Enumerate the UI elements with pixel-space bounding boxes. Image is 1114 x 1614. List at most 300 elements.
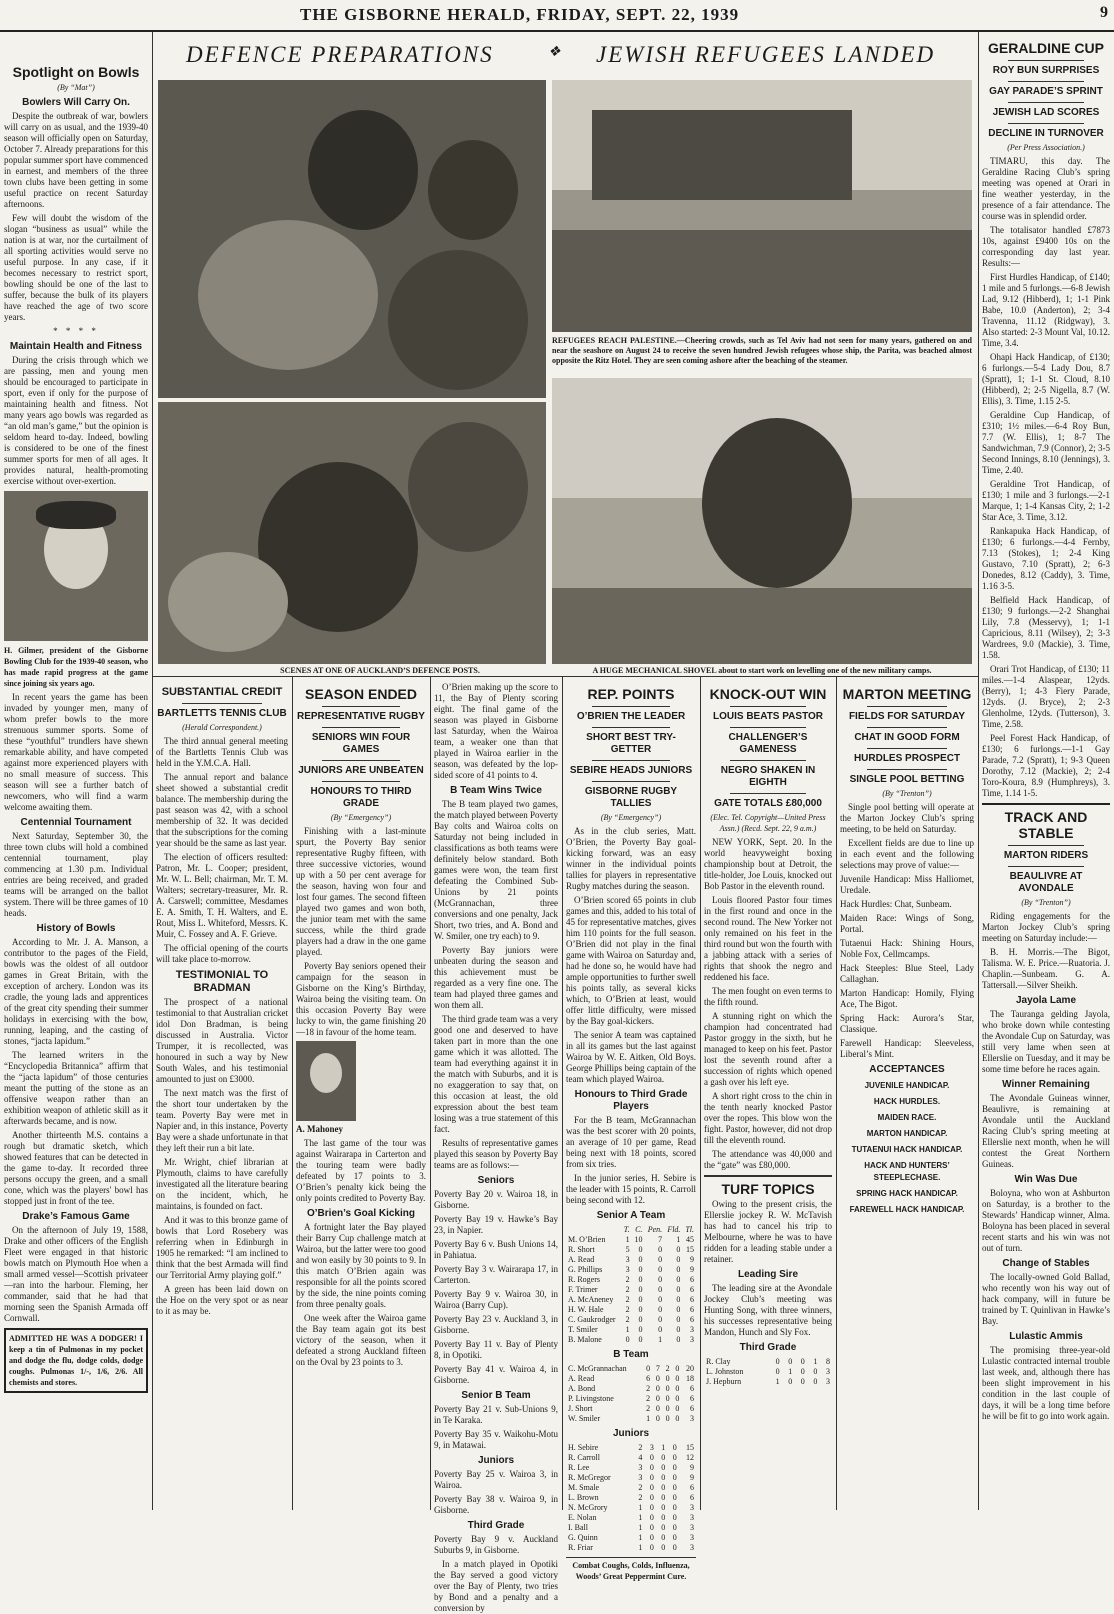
geraldine-paragraph: Orari Trot Handicap, of £130; 11 miles.—1-4 Alaspear, 12yds. (Berry), 1; 4-3 Fiery Parade, 12yds. (J. Bryce), 2; 2-3 Glenholme, 12yds. (Tutterson), 3. Time, 2.58. [982, 664, 1110, 729]
table-cell: T. Smiler [568, 1325, 598, 1334]
table-cell: 0 [788, 1357, 793, 1366]
rugby-paragraph: Poverty Bay juniors were unbeaten during the season and this achievement must be regarded as a very fine one. The team had played three games and won them all. [434, 945, 558, 1010]
table-cell: 0 [638, 1245, 643, 1254]
table-cell: 1 [638, 1513, 643, 1522]
column-rule [430, 676, 431, 1510]
table-cell: R. McGregor [568, 1473, 611, 1482]
table-cell: R. Friar [568, 1543, 593, 1552]
table-cell: 0 [658, 1315, 663, 1324]
bowls-paragraph: The learned writers in the “Encyclopedia Britannica” affirm that the “jacta lapidum” of those centuries meant the putting of the stone as an offensive weapon rather than an exhibition weapon of athletic skill as it afterwards became, and is now. [4, 1050, 148, 1126]
column-rule [978, 32, 979, 1510]
table-cell: 3 [690, 1513, 694, 1522]
table-cell: 0 [672, 1523, 677, 1532]
table-cell: 3 [638, 1463, 643, 1472]
geraldine-subheading: DECLINE IN TURNOVER [988, 128, 1104, 139]
table-cell: C. Gaukrodger [568, 1315, 616, 1324]
rugby-subheading: SENIORS WIN FOUR GAMES [311, 732, 411, 755]
points-paragraph: O’Brien scored 65 points in club games and this, added to his total of 45 for representative matches, gives him 110 points for the full season. O’Brien did not play in the final game with Wairoa on Saturday and, had he done so, he would have had ample opportunities to further swell his points tally, as several kicks which, to O’Brien at least, would offer little difficulty, were missed by the Bay goal-kickers. [566, 895, 696, 1026]
table-cell: 0 [649, 1463, 654, 1472]
table-cell: 0 [672, 1443, 677, 1452]
table-cell: 0 [658, 1285, 663, 1294]
table-cell: 0 [665, 1404, 670, 1413]
table-header-cell: Fld. [667, 1225, 681, 1234]
table-cell: 0 [672, 1543, 677, 1552]
boxing-heading: KNOCK-OUT WIN [709, 686, 827, 702]
bradman-paragraph: The prospect of a national testimonial to that Australian cricket idol Don Bradman, is being discussed in Australia. Victor Trumper, it is recollected, was honoured in such a way by New South Wales, and his testimonial amounted to just on £3000. [156, 997, 288, 1084]
bowls-paragraph: Few will doubt the wisdom of the slogan “business as usual” while the nation is at war, nor the curtailment of all sporting activities would serve no useful purpose. In any case, if it becomes necessary to restrict sport, bowling should be one of the last to suffer, because the bulk of its players have reached the age of two score years. [4, 213, 148, 322]
table-row [566, 1523, 696, 1533]
result-line: Poverty Bay 35 v. Waikohu-Motu 9, in Matawai. [434, 1429, 558, 1450]
bradman-paragraph: The next match was the first of the short tour undertaken by the team. Poverty Bay were met in Napier and, in this instance, Poverty Bay were a shade unfortunate in that they left their run a bit late. [156, 1088, 288, 1153]
table-row [566, 1265, 696, 1275]
results-heading: Senior B Team [461, 1390, 531, 1401]
selection-line: Hack Hurdles: Chat, Sunbeam. [840, 899, 952, 909]
table-cell: 6 [690, 1275, 694, 1284]
table-cell: H. W. Hale [568, 1305, 604, 1314]
results-heading: Juniors [477, 1455, 515, 1466]
track-subheading: Winner Remaining [1002, 1079, 1090, 1090]
table-cell: 2 [646, 1404, 651, 1413]
tennis-paragraph: The official opening of the courts will take place to-morrow. [156, 943, 288, 964]
table-cell: 0 [775, 1357, 780, 1366]
table-cell: F. Trimer [568, 1285, 598, 1294]
table-cell: N. McGrory [568, 1503, 608, 1512]
column-rule [292, 676, 293, 1510]
table-cell: 9 [690, 1265, 694, 1274]
table-cell: A. Read [568, 1374, 595, 1383]
table-row [566, 1315, 696, 1325]
rugby-subheading: REPRESENTATIVE RUGBY [297, 711, 425, 722]
bowls-column [4, 60, 148, 1506]
tennis-paragraph: The election of officers resulted: Patron, Mr. L. Cooper; president, Mr. W. L. Bell; chairman, Mr. T. M. Walters; secretary-treasurer, Mr. R. A. Carswell; committee, Mesdames E. A. Smith, T. H. Walters, and E. Rout, Miss L. Whiteford, Messrs. K. Muir, C. Fossey and A. F. Grieve. [156, 852, 288, 939]
bradman-heading: TESTIMONIAL TO BRADMAN [175, 969, 269, 994]
table-cell: C. McGrannachan [568, 1364, 627, 1373]
table-cell: 6 [690, 1295, 694, 1304]
points-byline: (By “Emergency”) [600, 813, 662, 822]
boxing-column [704, 682, 832, 1506]
table-cell: 0 [672, 1513, 677, 1522]
table-cell: 2 [638, 1493, 643, 1502]
bowls-subheading: Centennial Tournament [20, 817, 132, 828]
table-cell: 0 [675, 1364, 680, 1373]
table-cell: 6 [690, 1285, 694, 1294]
result-line: Poverty Bay 6 v. Bush Unions 14, in Pahiatua. [434, 1239, 558, 1260]
rugby-subheading: JUNIORS ARE UNBEATEN [298, 765, 424, 776]
table-cell: 0 [661, 1493, 666, 1502]
table-row [566, 1463, 696, 1473]
third-grade-results [434, 1534, 558, 1556]
table-cell: 0 [638, 1265, 643, 1274]
table-cell: 1 [625, 1235, 630, 1244]
table-cell: 0 [800, 1377, 805, 1386]
table-cell: 2 [638, 1483, 643, 1492]
refugees-photo [552, 80, 972, 332]
table-cell: 0 [638, 1255, 643, 1264]
table-cell: 0 [675, 1374, 680, 1383]
table-cell: 6 [690, 1305, 694, 1314]
points-paragraph: For the B team, McGrannachan was the best scorer with 20 points, an average of 10 per game, Read being next with 18 points, scored from six tries. [566, 1115, 696, 1169]
rugby-column [296, 682, 426, 1506]
table-row [566, 1394, 696, 1404]
turf-heading: TURF TOPICS [721, 1181, 815, 1197]
rugby-subheading: HONOURS TO THIRD GRADE [310, 786, 412, 809]
gilmer-caption: H. Gilmer, president of the Gisborne Bowling Club for the 1939-40 season, who has made rapid progress at the game since joining six years ago. [4, 646, 148, 688]
table-cell: M. Smale [568, 1483, 600, 1492]
tennis-subheading: BARTLETTS TENNIS CLUB [157, 708, 287, 719]
seniors-results [434, 1189, 558, 1386]
geraldine-column [982, 36, 1110, 1506]
table-cell: 3 [690, 1533, 694, 1542]
bteam-results [434, 1404, 558, 1451]
column-rule [562, 676, 563, 1510]
table-cell: R. Clay [706, 1357, 731, 1366]
race-heading: FAREWELL HACK HANDICAP. [849, 1205, 965, 1214]
bowls-byline: (By “Mat”) [57, 83, 95, 92]
table-cell: 12 [686, 1453, 694, 1462]
geraldine-heading: GERALDINE CUP [988, 40, 1104, 56]
geraldine-paragraph: Geraldine Trot Handicap, of £130; 1 mile and 3 furlongs.—2-1 Marque, 1; 1-4 Kansas City, 2; 1-2 Star Ace, 3. Time, 3.12. [982, 479, 1110, 522]
table-row [566, 1503, 696, 1513]
table-cell: J. Hepburn [706, 1377, 742, 1386]
rugby-paragraph: The B team played two games, the match played between Poverty Bay colts and Wairoa colts on Saturday not being included in classifications as both teams were definitely below standard. Both games were won, the team first defeating the Combined Sub-Unions by 21 points (McGrannachan, three conversions and one penalty, Jack Short, two tries, and A. Bond and W. Smiler, one try each) to 9. [434, 799, 558, 941]
table-cell: 0 [665, 1374, 670, 1383]
table-cell: 3 [690, 1325, 694, 1334]
result-line: Poverty Bay 41 v. Wairoa 4, in Gisborne. [434, 1364, 558, 1385]
table-cell: 1 [638, 1503, 643, 1512]
table-cell: 1 [813, 1357, 818, 1366]
track-paragraph: Boloyna, who won at Ashburton on Saturday, is a brother to the Stewards’ Handicap winner, Alma. Boloyna has been placed in several recent starts and his win was not out of turn. [982, 1188, 1110, 1253]
rugby-results-column [434, 682, 558, 1613]
tennis-column [156, 682, 288, 1506]
bradman-paragraph: And it was to this bronze game of bowls that Lord Rosebery was referring when in Edinburgh in 1905 he remarked: “I am inclined to think that the best Armada will find our Territorial Army playing golf.” [156, 1215, 288, 1280]
acceptances-list [840, 1080, 974, 1216]
table-cell: 8 [826, 1357, 830, 1366]
mahoney-caption: A. Mahoney [296, 1124, 343, 1134]
race-heading: MAIDEN RACE. [877, 1113, 937, 1122]
table-cell: 0 [672, 1463, 677, 1472]
table-cell: P. Livingstone [568, 1394, 614, 1403]
boxing-byline: (Elec. Tel. Copyright—United Press Assn.) (Recd. Sept. 22, 9 a.m.) [710, 813, 826, 833]
table-row [566, 1513, 696, 1523]
rep-points-column [566, 682, 696, 1581]
table-cell: 3 [690, 1335, 694, 1344]
masthead [0, 0, 1114, 32]
table-cell: 0 [675, 1414, 680, 1423]
table-cell: 0 [658, 1245, 663, 1254]
table-row [566, 1483, 696, 1493]
table-cell: 2 [625, 1305, 630, 1314]
table-cell: 0 [658, 1305, 663, 1314]
table-row [566, 1493, 696, 1503]
bowls-paragraph: Next Saturday, September 30, the three town clubs will hold a combined centennial tournament, play commencing at 1.30 p.m. Individual entries are being received, and graded teams will be arranged on the ballot system. There will be three games of 10 heads. [4, 831, 148, 918]
table-row [566, 1443, 696, 1453]
table-cell: 0 [649, 1473, 654, 1482]
table-row [566, 1404, 696, 1414]
page-number: 9 [1100, 4, 1108, 21]
rugby-byline: (By “Emergency”) [330, 813, 392, 822]
marton-paragraph: Excellent fields are due to line up in each event and the following selections may prove of value:— [840, 838, 974, 870]
race-heading: MARTON HANDICAP. [866, 1129, 948, 1138]
rugby-paragraph: The last game of the tour was against Wairarapa in Carterton and the touring team were badly defeated by 17 points to 3. O’Brien’s penalty kick being the only points credited to Poverty Bay. [296, 1138, 426, 1203]
table-cell: 0 [675, 1384, 680, 1393]
table-cell: 0 [672, 1473, 677, 1482]
table-cell: 1 [625, 1325, 630, 1334]
banner-defence: DEFENCE PREPARATIONS [186, 42, 494, 67]
geraldine-subheading: JEWISH LAD SCORES [992, 107, 1100, 118]
rugby-paragraph: Results of representative games played this season by Poverty Bay teams are as follows:— [434, 1138, 558, 1170]
table-cell: 18 [686, 1374, 694, 1383]
table-cell: 0 [665, 1414, 670, 1423]
boxing-paragraph: NEW YORK, Sept. 20. In the world heavyweight boxing championship bout at Detroit, the title-holder, Joe Louis, knocked out Bob Pastor in the eleventh round. [704, 837, 832, 891]
track-subheading: BEAULIVRE AT AVONDALE [1009, 871, 1083, 894]
table-cell: 2 [638, 1443, 643, 1452]
track-subheading: Change of Stables [1002, 1258, 1090, 1269]
boxing-paragraph: Louis floored Pastor four times in the first round and once in the second round. The New Yorker not only remained on his feet in the third round but won the fourth with a jabbing attack with a series of rights that shook the negro and reddened his face. [704, 895, 832, 982]
table-cell: 0 [665, 1384, 670, 1393]
newspaper-title: THE GISBORNE HERALD, FRIDAY, SEPT. 22, 1939 [300, 5, 740, 24]
track-paragraph: B. H. Morris.—The Bigot, Talisma. W. E. Price.—Ruatoria. J. Chaplin.—Sunbeam. G. A. Tattersall.—Silver Sheikh. [982, 947, 1110, 990]
table-cell: 0 [676, 1265, 681, 1274]
table-cell: 6 [690, 1483, 694, 1492]
table-cell: 0 [655, 1414, 660, 1423]
points-subheading: SEBIRE HEADS JUNIORS [569, 765, 693, 776]
table-cell: R. Carroll [568, 1453, 600, 1462]
bowls-paragraph: According to Mr. J. A. Manson, a contributor to the pages of the Field, bowls was the oldest of all outdoor games in Great Britain, with the exception of archery. London was its cradle, the young lads and apprentices of the great city spending their summer holidays in exercising with the bow, running, leaping, and the casting of stones, “jacta lapidum.” [4, 937, 148, 1046]
table-cell: 1 [646, 1414, 651, 1423]
acceptances-heading: ACCEPTANCES [869, 1064, 945, 1075]
race-heading: HACK HURDLES. [873, 1097, 941, 1106]
table-cell: 7 [655, 1364, 660, 1373]
points-subheading: Honours to Third Grade Players [574, 1089, 688, 1112]
table-cell: 9 [690, 1473, 694, 1482]
third-grade-points-table [704, 1357, 832, 1387]
shovel-caption: A HUGE MECHANICAL SHOVEL about to start work on levelling one of the new military camps. [592, 666, 932, 675]
table-cell: R. Rogers [568, 1275, 600, 1284]
geraldine-subheading: ROY BUN SURPRISES [992, 65, 1100, 76]
turf-paragraph: The leading sire at the Avondale Jockey Club’s meeting was Hunting Song, with three winners, his successes representative being Mandon, Hunch and Sly Fox. [704, 1283, 832, 1337]
track-paragraph: The Avondale Guineas winner, Beaulivre, is remaining at Avondale until the Auckland Racing Club’s spring meeting at Ellerslie next month, when he will contest the Great Northern Guineas. [982, 1093, 1110, 1169]
table-cell: 0 [649, 1543, 654, 1552]
gilmer-portrait [4, 491, 148, 641]
result-line: Poverty Bay 9 v. Auckland Suburbs 9, in Gisborne. [434, 1534, 558, 1555]
rugby-heading: SEASON ENDED [304, 686, 418, 702]
table-row [566, 1364, 696, 1374]
track-subheading: MARTON RIDERS [1003, 850, 1089, 861]
table-cell: 4 [638, 1453, 643, 1462]
table-cell: 0 [661, 1513, 666, 1522]
column-rule [152, 32, 153, 1510]
table-cell: 1 [788, 1367, 793, 1376]
table-cell: 5 [625, 1245, 630, 1254]
selection-line: Spring Hack: Aurora’s Star, Classique. [840, 1013, 974, 1034]
banner-refugees: JEWISH REFUGEES LANDED [596, 42, 936, 67]
track-subheading: Win Was Due [1014, 1174, 1078, 1185]
table-cell: 0 [638, 1285, 643, 1294]
table-cell: G. Quinn [568, 1533, 598, 1542]
senior-a-points-table [566, 1225, 696, 1345]
selection-line: Marton Handicap: Homily, Flying Ace, The Bigot. [840, 988, 974, 1009]
table-cell: 9 [690, 1463, 694, 1472]
marton-column [840, 682, 974, 1506]
rugby-paragraph: Finishing with a last-minute spurt, the Poverty Bay senior representative Rugby fifteen, with three successive victories, wound up with a 50 per cent average for the season, having won four and lost four games. The second fifteen played two games and won both, the junior team met with the same success, while the third grade players had a draw in the one game played. [296, 826, 426, 957]
table-row [566, 1533, 696, 1543]
table-cell: 2 [625, 1315, 630, 1324]
table-cell: G. Phillips [568, 1265, 603, 1274]
marton-subheading: SINGLE POOL BETTING [849, 774, 965, 785]
table-cell: 0 [638, 1305, 643, 1314]
table-cell: 0 [676, 1325, 681, 1334]
table-cell: 0 [672, 1493, 677, 1502]
juniors-results [434, 1469, 558, 1516]
geraldine-paragraph: Ohapi Hack Handicap, of £130; 6 furlongs.—5-4 Lady Dou, 8.7 (Spratt), 1; 1-1 St. Cloud, 8.10 (Hibberd), 2; 2-5 Nigella, 8.7 (W. Ellis), 3. Time, 1.15 2-5. [982, 352, 1110, 406]
table-cell: 1 [638, 1533, 643, 1542]
table-cell: 0 [658, 1255, 663, 1264]
table-row [566, 1473, 696, 1483]
table-cell: 0 [649, 1453, 654, 1462]
track-paragraph: Riding engagements for the Marton Jockey Club’s spring meeting on Saturday include:— [982, 911, 1110, 943]
tennis-paragraph: The annual report and balance sheet showed a substantial credit balance. The membership during the past season was 42, with a school membership of 32. It was decided that the subscriptions for the coming year should be the same as last year. [156, 772, 288, 848]
table-cell: 0 [775, 1367, 780, 1376]
results-heading: Seniors [477, 1175, 515, 1186]
table-cell: 3 [638, 1473, 643, 1482]
table-cell: 9 [690, 1255, 694, 1264]
marton-subheading: FIELDS FOR SATURDAY [848, 711, 966, 722]
table-row [566, 1414, 696, 1424]
table-cell: B. Malone [568, 1335, 602, 1344]
table-cell: A. McAneney [568, 1295, 614, 1304]
table-cell: 0 [658, 1275, 663, 1284]
table-cell: A. Bond [568, 1384, 596, 1393]
rugby-paragraph: In a match played in Opotiki the Bay served a good victory over the Bay of Plenty, two tries by Bond and a penalty and a conversion by [434, 1559, 558, 1613]
table-cell: 0 [638, 1325, 643, 1334]
table-header-cell: Pen. [647, 1225, 663, 1234]
race-heading: SPRING HACK HANDICAP. [856, 1189, 958, 1198]
geraldine-paragraph: The totalisator handled £7873 10s, against £9400 10s on the corresponding day last year. Results:— [982, 225, 1110, 268]
table-cell: 0 [672, 1453, 677, 1462]
rugby-subheading: O’Brien’s Goal Kicking [307, 1208, 415, 1219]
result-line: Poverty Bay 23 v. Auckland 3, in Gisborne. [434, 1314, 558, 1335]
result-line: Poverty Bay 11 v. Bay of Plenty 8, in Opotiki. [434, 1339, 558, 1360]
bowls-heading: Spotlight on Bowls [12, 64, 140, 80]
table-cell: 1 [638, 1523, 643, 1532]
mahoney-portrait [296, 1041, 356, 1121]
points-heading: REP. POINTS [587, 686, 675, 702]
table-cell: 2 [646, 1394, 651, 1403]
table-row [566, 1245, 696, 1255]
table-cell: 7 [658, 1235, 663, 1244]
table-row [704, 1377, 832, 1387]
table-cell: 0 [676, 1245, 681, 1254]
result-line: Poverty Bay 19 v. Hawke’s Bay 23, in Napier. [434, 1214, 558, 1235]
table-cell: 2 [625, 1285, 630, 1294]
table-cell: 0 [661, 1523, 666, 1532]
track-byline: (By “Trenton”) [1021, 898, 1071, 907]
rugby-paragraph: The third grade team was a very good one and deserved to have taken part in more than the one game which it was allotted. The team had everything against it in the match with Suburbs, and it is no exaggeration to say that, on this occasion at least, the old expression about the best team losing was a true statement of this fact. [434, 1014, 558, 1134]
photo-section-rule [152, 676, 978, 677]
table-cell: 6 [690, 1394, 694, 1403]
marton-byline: (By “Trenton”) [882, 789, 932, 798]
table-cell: 0 [649, 1503, 654, 1512]
table-cell: I. Ball [568, 1523, 588, 1532]
pulmonas-advert: ADMITTED HE WAS A DODGER! I keep a tin of Pulmonas in my pocket and dodge the flu, dodge colds, dodge coughs. Pulmonas 1/-, 1/6, 2/6. All chemists and stores. [4, 1328, 148, 1393]
table-cell: 0 [655, 1384, 660, 1393]
table-cell: 0 [800, 1367, 805, 1376]
geraldine-paragraph: Geraldine Cup Handicap, of £310; 1½ miles.—6-4 Roy Bun, 7.7 (W. Ellis), 1; 8-7 The Sandwichman, 7.9 (Connor), 2; 3-5 Second Innings, 8.10 (Jennings), 3. Time, 2.40. [982, 410, 1110, 475]
table-cell: 0 [661, 1473, 666, 1482]
table-cell: 3 [625, 1265, 630, 1274]
table-cell: 0 [676, 1305, 681, 1314]
table-cell: 2 [646, 1384, 651, 1393]
boxing-paragraph: A short right cross to the chin in the tenth nearly knocked Pastor over the ropes. This blow won the fight. Pastor, however, did not drop till the eleventh round. [704, 1091, 832, 1145]
boxing-paragraph: The attendance was 40,000 and the “gate” was £80,000. [704, 1149, 832, 1170]
table-cell: J. Short [568, 1404, 593, 1413]
selection-line: Juvenile Handicap: Miss Halliomet, Uredale. [840, 874, 974, 895]
track-heading: TRACK AND STABLE [1004, 809, 1088, 841]
table-cell: 0 [638, 1295, 643, 1304]
boxing-paragraph: A stunning right on which the champion had concentrated had Pastor groggy in the sixth, but he managed to keep on his feet. Pastor lost the seventh round after a succession of rights which opened a gash over his left eye. [704, 1011, 832, 1087]
results-heading: Third Grade [467, 1520, 525, 1531]
result-line: Poverty Bay 3 v. Wairarapa 17, in Carterton. [434, 1264, 558, 1285]
table-cell: 0 [661, 1533, 666, 1542]
boxing-paragraph: The men fought on even terms to the fifth round. [704, 986, 832, 1007]
table-cell: 3 [690, 1523, 694, 1532]
table-cell: 6 [690, 1315, 694, 1324]
table-cell: 0 [665, 1394, 670, 1403]
refugees-caption: REFUGEES REACH PALESTINE.—Cheering crowds, such as Tel Aviv had not seen for many years, gathered on and near the seashore on August 24 to receive the seven hundred Jewish refugees whose ship, the Parita, was beached almost opposite the Ritz Hotel. They are seen coming ashore after the beaching of the steamer. [552, 336, 972, 365]
table-cell: 6 [690, 1493, 694, 1502]
points-paragraph: The senior A team was captained in all its games but the last against Wairoa by W. E. Aitken, Old Boys. George Phillips being captain of the team which played Wairoa. [566, 1030, 696, 1084]
table-header-row [566, 1225, 696, 1235]
table-row [566, 1335, 696, 1345]
boxing-subheading: GATE TOTALS £80,000 [714, 798, 822, 809]
table-cell: 0 [655, 1404, 660, 1413]
bowls-paragraph: On the afternoon of July 19, 1588, Drake and other officers of the English Fleet were engaged in that historic bowls match on Plymouth Hoe when a small armed vessel—Scottish privateer—ran into the harbour. Fleming, her commander, said that he had that morning seen the Spanish Armada off Cornwall. [4, 1225, 148, 1323]
selection-line: Hack Steeples: Blue Steel, Lady Callaghan. [840, 963, 974, 984]
table-cell: A. Read [568, 1255, 595, 1264]
bowls-paragraph: Despite the outbreak of war, bowlers will carry on as usual, and the 1939-40 season will officially open on Saturday, October 7. Already preparations for this popular summer sport have commenced in earnest, and members of the three town clubs have been getting in some useful practice on recent Saturday afternoons. [4, 111, 148, 209]
table-cell: 3 [826, 1377, 830, 1386]
bradman-paragraph: A green has been laid down on the Hoe on the very spot or as near to it as may be. [156, 1284, 288, 1316]
rugby-subheading: B Team Wins Twice [450, 785, 542, 796]
table-cell: 0 [646, 1364, 651, 1373]
table-cell: 0 [661, 1483, 666, 1492]
table-cell: 3 [649, 1443, 654, 1452]
table-cell: 0 [676, 1315, 681, 1324]
bowls-paragraph: Another thirteenth M.S. contains a rough but dramatic sketch, which showed features that can be detected in the game to-day. It recorded three persons occupy the green, and a small cone, which was the players' bowl has stopped just in front of the tee. [4, 1130, 148, 1206]
table-row [566, 1305, 696, 1315]
table-cell: 0 [658, 1295, 663, 1304]
woods-advert: Combat Coughs, Colds, Influenza, Woods’ Great Peppermint Cure. [566, 1557, 696, 1582]
table-cell: 2 [625, 1295, 630, 1304]
table-cell: 3 [625, 1255, 630, 1264]
table-cell: 6 [690, 1384, 694, 1393]
rugby-paragraph: One week after the Wairoa game the Bay team again got its best victory of the season, when it defeated a strong Auckland fifteen on the Oval by 23 points to 3. [296, 1313, 426, 1367]
table-row [704, 1357, 832, 1367]
marton-paragraph: Single pool betting will operate at the Marton Jockey Club’s spring meeting, to be held on Saturday. [840, 802, 974, 834]
column-rule [700, 676, 701, 1510]
points-paragraph: As in the club series, Matt. O’Brien, the Poverty Bay goal-kicking forward, was an easy winner in the individual points tallies for players in representative Rugby matches during the season. [566, 826, 696, 891]
table-cell: 0 [672, 1533, 677, 1542]
race-heading: HACK AND HUNTERS’ STEEPLECHASE. [864, 1161, 950, 1182]
result-line: Poverty Bay 25 v. Wairoa 3, in Wairoa. [434, 1469, 558, 1490]
geraldine-paragraph: Peel Forest Hack Handicap, of £130; 6 furlongs.—1-1 Gay Parade, 7.2 (Spratt), 1; 9-3 Queen Dorothy, 7.12 (Mackie), 2; 2-4 Toro-Koura, 8.9 (Humphreys), 3. Time, 1.14 1-5. [982, 733, 1110, 798]
table-cell: 0 [672, 1483, 677, 1492]
table-cell: E. Nolan [568, 1513, 597, 1522]
boxing-subheading: CHALLENGER’S GAMENESS [728, 732, 808, 755]
rugby-paragraph: O’Brien making up the score to 11, the Bay of Plenty scoring eight. The final game of the season was played in Gisborne last Saturday, when the Wairoa team, a weaker one than that played in Wairoa earlier in the season, was defeated by the lop-sided score of 41 points to 4. [434, 682, 558, 780]
turf-paragraph: Owing to the present crisis, the Ellerslie jockey R. W. McTavish has had to cancel his trip to Melbourne, where he was to have ridden for a leading stable under a retainer. [704, 1199, 832, 1264]
result-line: Poverty Bay 9 v. Wairoa 30, in Wairoa (Barry Cup). [434, 1289, 558, 1310]
